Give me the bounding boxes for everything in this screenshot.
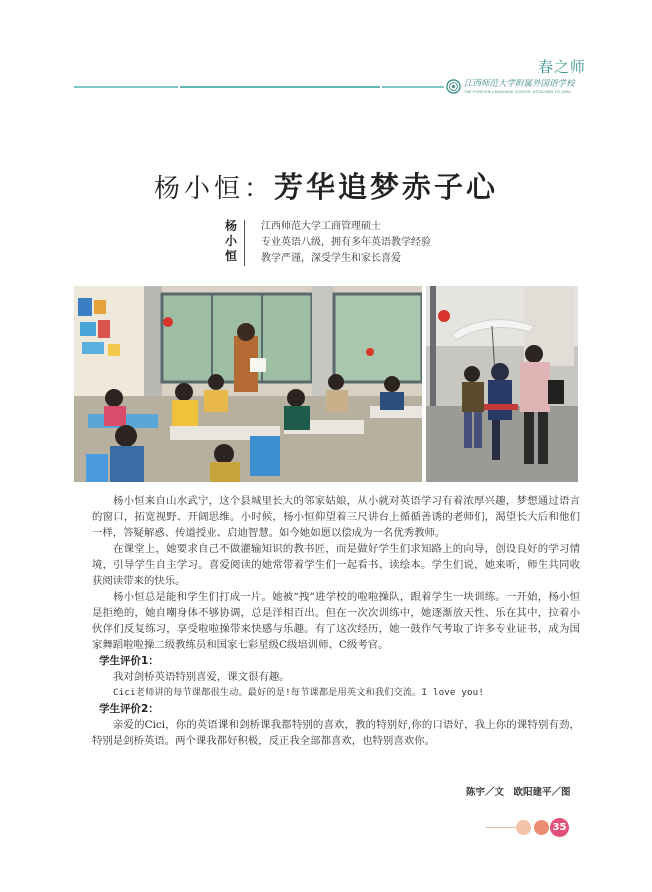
column-brand: 春之师: [538, 58, 587, 76]
page-number: 35: [550, 818, 569, 837]
profile-name-char: 杨: [224, 219, 237, 233]
title-name: 杨小恒: [153, 174, 244, 204]
profile-name-vertical: [223, 219, 239, 264]
footer-dot: [516, 820, 531, 835]
evaluation-heading: 学生评价2：: [99, 703, 159, 715]
footer-rule: [486, 827, 520, 828]
profile-line: 教学严谨，深受学生和家长喜爱: [261, 253, 401, 264]
profile-name-char: 恒: [224, 249, 237, 263]
article-body: [92, 493, 580, 749]
body-paragraph: 杨小恒总是能和学生们打成一片。她被“拽”进学校的啦啦操队，跟着学生一块训练。一开始，杨小恒是拒绝的，她自嘲身体不够协调，总是洋相百出。但在一次次训练中，她逐渐放天性、乐在其中，拉着小伙伴们反复练习，享受啦啦操带来快感与乐趣。有了这次经历，她一鼓作气考取了许多专业证书，成为国家舞蹈啦啦操二级教练员和国家七彩星级C级培训师、C级考官。: [92, 591, 580, 651]
body-paragraph: 杨小恒来自山水武宁，这个县城里长大的邻家姑娘，从小就对英语学习有着浓厚兴趣，梦想通过语言的窗口，拓宽视野、开阔思维。小时候，杨小恒仰望着三尺讲台上循循善诱的老师们，渴望长大后和他们一样，答疑解惑、传道授业、启迪智慧。如今她如愿以偿成为一名优秀教师。: [92, 495, 580, 539]
evaluation-line: Cici老师讲的每节课都很生动。最好的是!每节课都是用英文和我们交流。I love you!: [113, 687, 485, 698]
school-name-cn: 江西师范大学附属外国语学校: [464, 79, 575, 89]
body-paragraph: 在课堂上，她要求自己不做灌输知识的教书匠，而是做好学生们求知路上的向导，创设良好的学习情境，引导学生自主学习。喜爱阅读的她常带着学生们一起看书、读绘本。学生们说，她来听，师生共同收获阅读带来的快乐。: [92, 543, 580, 587]
header-rule: [74, 86, 178, 88]
profile-name-char: 小: [224, 234, 237, 248]
school-name-en: THE FOREIGN LANGUAGE SCHOOL ATTACHED TO JXNU: [464, 90, 572, 94]
title-main: 芳华追梦赤子心: [274, 170, 499, 204]
header-rule: [382, 86, 444, 88]
profile-line: 江西师范大学工商管理硕士: [261, 221, 381, 232]
profile-line: 专业英语八级，拥有多年英语教学经验: [261, 237, 431, 248]
footer-dot: [534, 820, 549, 835]
classroom-photo: [74, 286, 422, 482]
profile-divider: [244, 220, 245, 266]
evaluation-heading: 学生评价1：: [99, 655, 159, 667]
title-colon: ：: [243, 174, 270, 204]
article-title: [0, 165, 652, 206]
article-credits: 陈宇／文 欧阳建平／图: [466, 787, 571, 798]
evaluation-text: 亲爱的Cici，你的英语课和剑桥课我都特别的喜欢，教的特别好,你的口语好，我上你的课特别有劲，特别是剑桥英语。两个课我都好积极，反正我全部都喜欢，也特别喜欢你。: [92, 719, 580, 747]
evaluation-line: 我对剑桥英语特别喜爱，课文很有趣。: [113, 671, 290, 683]
outdoor-photo: [426, 286, 578, 482]
school-name: [464, 77, 574, 94]
school-logo-icon: [446, 79, 461, 94]
header-rule: [180, 86, 380, 88]
profile-details: [261, 219, 431, 267]
